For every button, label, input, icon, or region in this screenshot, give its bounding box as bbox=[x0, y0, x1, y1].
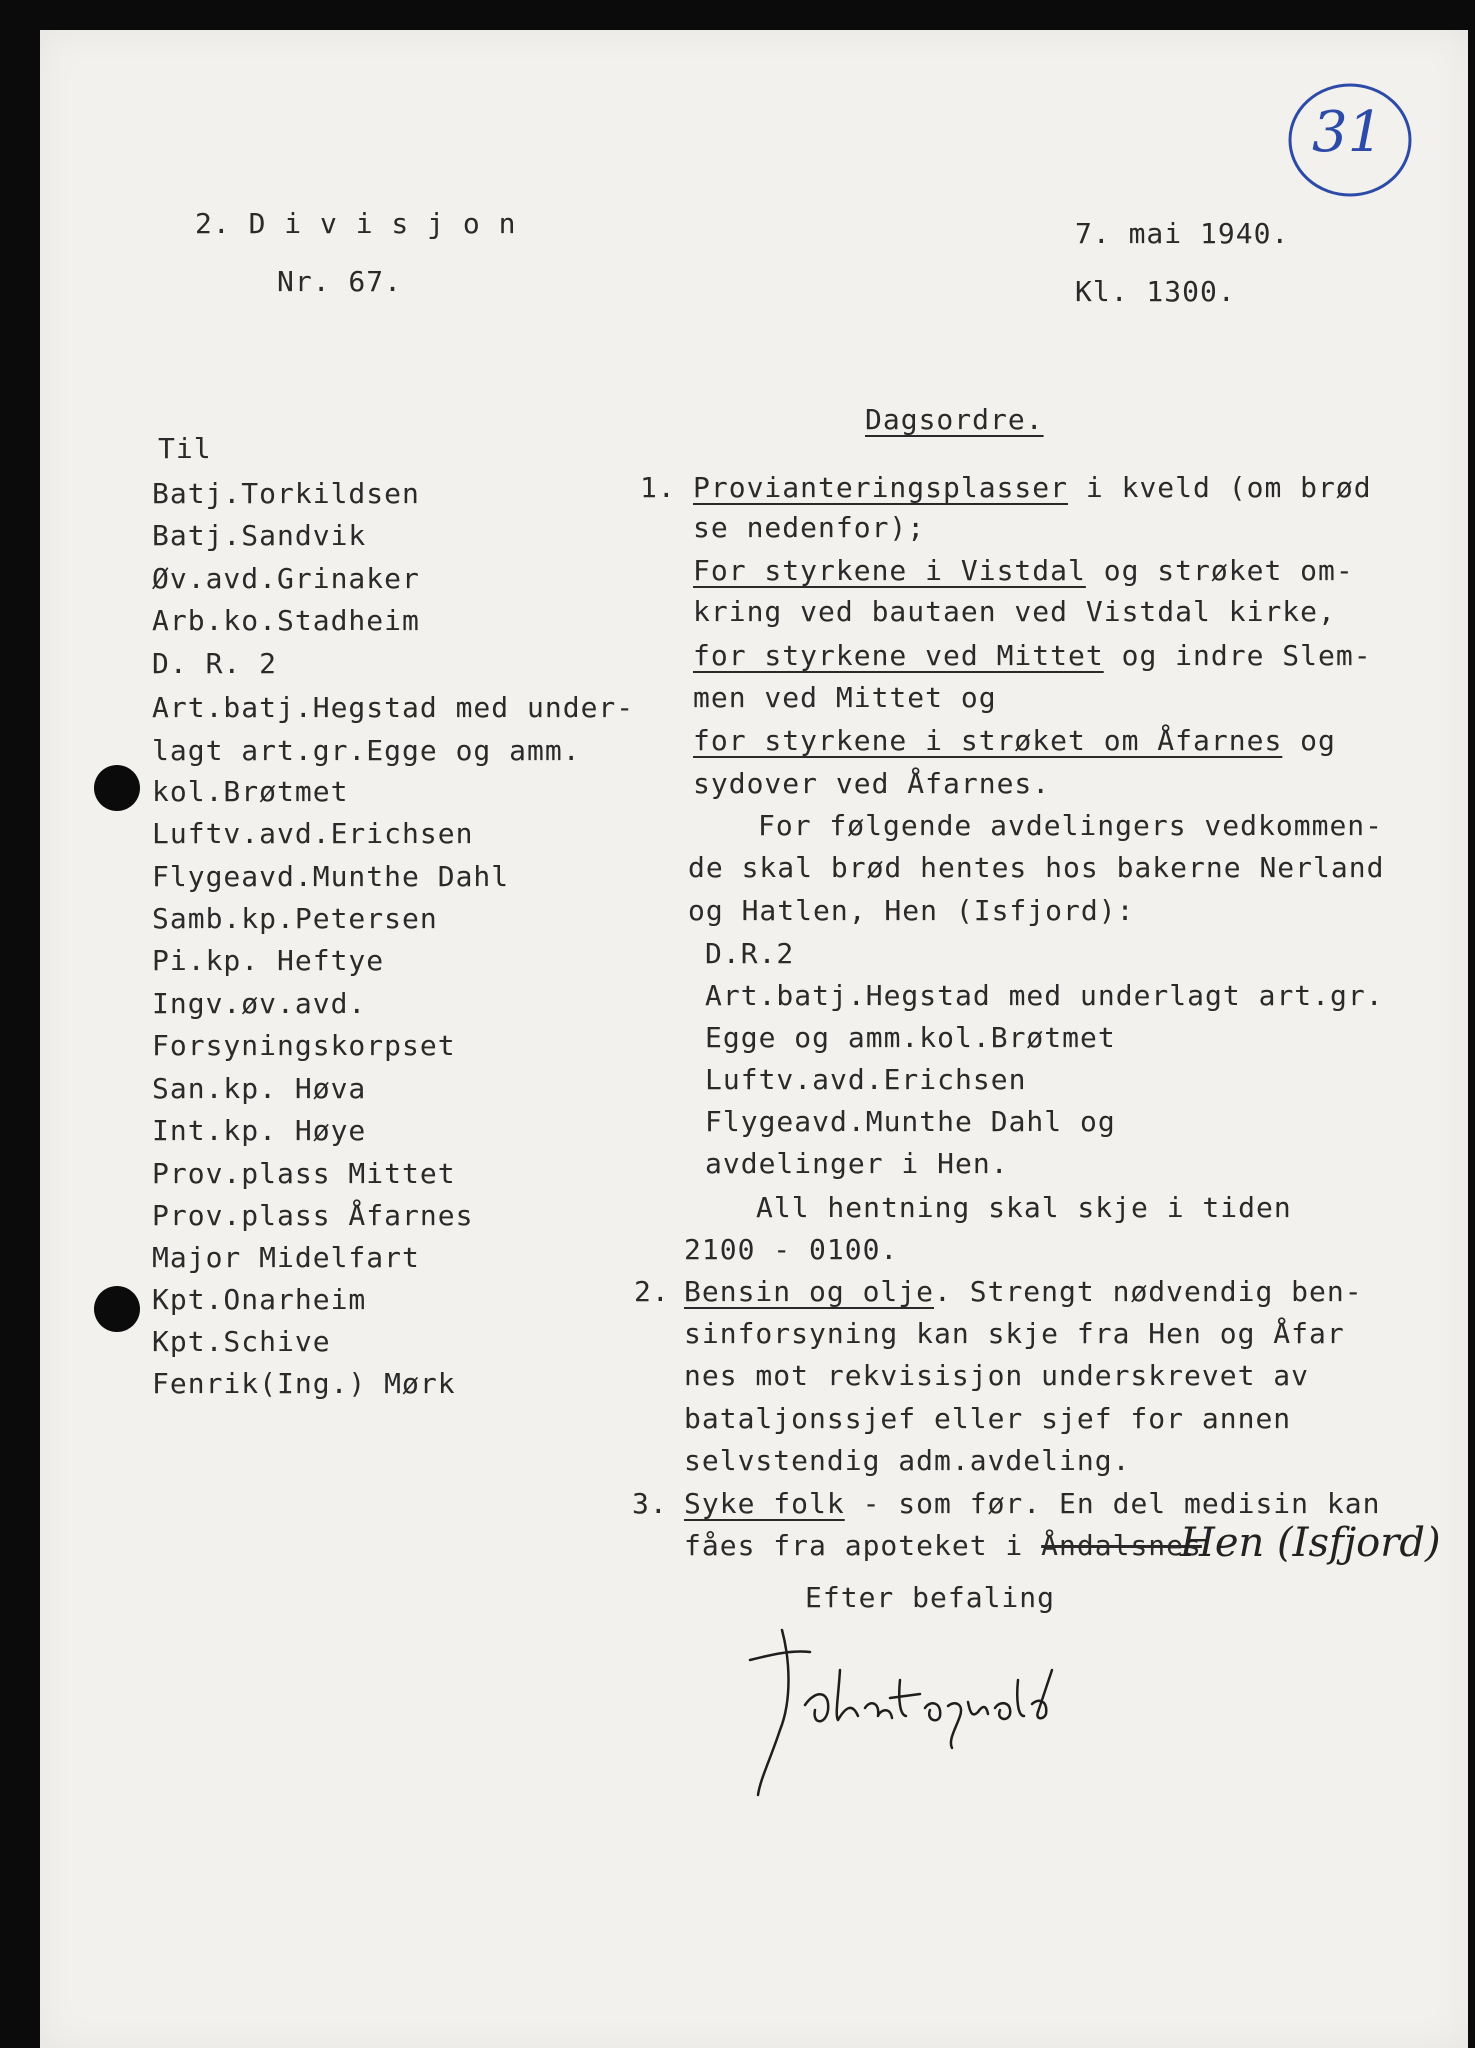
document-number: Nr. 67. bbox=[277, 265, 403, 298]
body-line: D.R.2 bbox=[705, 937, 795, 970]
body-line: sydover ved Åfarnes. bbox=[693, 767, 1051, 800]
punch-hole-bottom bbox=[94, 1286, 140, 1332]
body-line: bataljonssjef eller sjef for annen bbox=[684, 1402, 1292, 1435]
body-text: - som før. En del medisin kan bbox=[844, 1487, 1381, 1520]
recipient-item: D. R. 2 bbox=[152, 647, 278, 680]
body-line: se nedenfor); bbox=[693, 511, 926, 544]
body-line: sinforsyning kan skje fra Hen og Åfar bbox=[684, 1317, 1345, 1350]
section-heading: Bensin og olje bbox=[684, 1275, 935, 1308]
recipient-item: Fenrik(Ing.) Mørk bbox=[152, 1367, 456, 1400]
recipient-item: Samb.kp.Petersen bbox=[152, 902, 438, 935]
punch-hole-top bbox=[94, 765, 140, 811]
document-date: 7. mai 1940. bbox=[1075, 217, 1290, 250]
section-number: 3. bbox=[632, 1487, 668, 1520]
underlined-text: For styrkene i Vistdal bbox=[693, 554, 1086, 587]
body-line: Art.batj.Hegstad med underlagt art.gr. bbox=[705, 979, 1384, 1012]
body-line: de skal brød hentes hos bakerne Nerland bbox=[688, 851, 1385, 884]
struck-text: Åndalsnes bbox=[1041, 1529, 1202, 1562]
body-line: 2100 - 0100. bbox=[684, 1233, 899, 1266]
recipient-item: Arb.ko.Stadheim bbox=[152, 604, 420, 637]
closing-text: Efter befaling bbox=[805, 1581, 1056, 1614]
body-line bbox=[684, 1488, 1380, 1520]
recipient-item: San.kp. Høva bbox=[152, 1072, 367, 1105]
body-text: . Strengt nødvendig ben- bbox=[934, 1275, 1363, 1308]
body-line: selvstendig adm.avdeling. bbox=[684, 1444, 1131, 1477]
body-text: i kveld (om brød bbox=[1068, 471, 1372, 504]
body-text: fåes fra apoteket i bbox=[684, 1529, 1042, 1562]
body-text: og bbox=[1282, 724, 1336, 757]
document-time: Kl. 1300. bbox=[1075, 275, 1236, 308]
document-title: Dagsordre. bbox=[865, 403, 1044, 436]
recipient-item: Kpt.Schive bbox=[152, 1325, 331, 1358]
recipient-item: Ingv.øv.avd. bbox=[152, 987, 367, 1020]
body-line: og Hatlen, Hen (Isfjord): bbox=[688, 894, 1135, 927]
unit-name: 2. D i v i s j o n bbox=[195, 207, 517, 240]
section-number: 1. bbox=[640, 471, 676, 504]
recipient-item: Art.batj.Hegstad med under- bbox=[152, 691, 635, 724]
recipient-item: kol.Brøtmet bbox=[152, 775, 349, 808]
body-line: Flygeavd.Munthe Dahl og bbox=[705, 1105, 1116, 1138]
recipient-item: Forsyningskorpset bbox=[152, 1029, 456, 1062]
body-line: men ved Mittet og bbox=[693, 681, 997, 714]
recipient-item: Prov.plass Mittet bbox=[152, 1157, 456, 1190]
recipient-item: Flygeavd.Munthe Dahl bbox=[152, 860, 510, 893]
signature bbox=[720, 1620, 1080, 1820]
section-heading: Syke folk bbox=[684, 1487, 845, 1520]
body-line: avdelinger i Hen. bbox=[705, 1147, 1009, 1180]
recipient-item: Prov.plass Åfarnes bbox=[152, 1199, 474, 1232]
recipient-item: lagt art.gr.Egge og amm. bbox=[152, 734, 581, 767]
underlined-text: for styrkene ved Mittet bbox=[693, 639, 1104, 672]
section-number: 2. bbox=[634, 1275, 670, 1308]
body-line: nes mot rekvisisjon underskrevet av bbox=[684, 1359, 1310, 1392]
recipient-item: Major Midelfart bbox=[152, 1241, 420, 1274]
recipient-item: Kpt.Onarheim bbox=[152, 1283, 367, 1316]
recipient-item: Int.kp. Høye bbox=[152, 1114, 367, 1147]
body-text: og strøket om- bbox=[1085, 554, 1354, 587]
body-line bbox=[684, 1276, 1363, 1308]
body-line: kring ved bautaen ved Vistdal kirke, bbox=[693, 595, 1336, 628]
recipient-item: Luftv.avd.Erichsen bbox=[152, 817, 474, 850]
body-line: All hentning skal skje i tiden bbox=[756, 1191, 1292, 1224]
body-line bbox=[693, 725, 1336, 757]
body-line bbox=[684, 1530, 1202, 1562]
recipient-item: Pi.kp. Heftye bbox=[152, 944, 385, 977]
section-heading: Provianteringsplasser bbox=[693, 471, 1069, 504]
recipient-item: Øv.avd.Grinaker bbox=[152, 562, 420, 595]
recipient-item: Batj.Torkildsen bbox=[152, 477, 420, 510]
body-line: Egge og amm.kol.Brøtmet bbox=[705, 1021, 1116, 1054]
body-text: og indre Slem- bbox=[1103, 639, 1372, 672]
recipient-heading: Til bbox=[158, 432, 212, 465]
underlined-text: for styrkene i strøket om Åfarnes bbox=[693, 724, 1283, 757]
recipient-item: Batj.Sandvik bbox=[152, 519, 367, 552]
body-line bbox=[693, 555, 1354, 587]
stamp-number: 31 bbox=[1312, 100, 1384, 165]
handwritten-correction: Hen (Isfjord) bbox=[1180, 1520, 1441, 1566]
body-line bbox=[693, 640, 1372, 672]
body-line: Luftv.avd.Erichsen bbox=[705, 1063, 1027, 1096]
body-line: For følgende avdelingers vedkommen- bbox=[758, 809, 1384, 842]
body-line bbox=[693, 472, 1372, 504]
